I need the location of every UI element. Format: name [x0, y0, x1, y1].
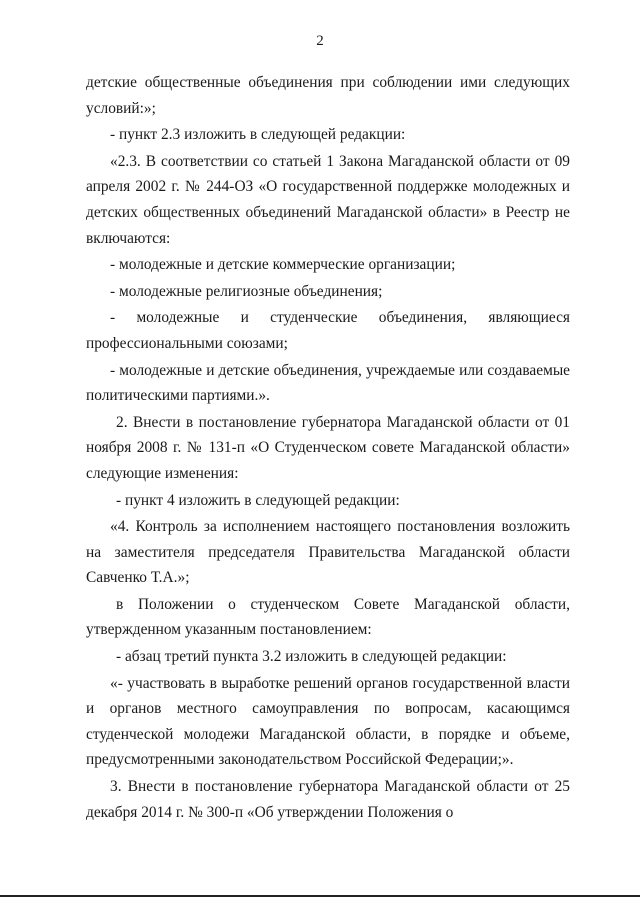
page-number: 2: [316, 33, 324, 49]
document-body: [86, 70, 570, 825]
paragraph-11: в Положении о студенческом Совете Магаданской области, утвержденном указанным постановлением:: [86, 595, 570, 639]
paragraph-5: - молодежные религиозные объединения;: [110, 282, 383, 300]
paragraph-6: - молодежные и студенческие объединения, являющиеся профессиональными союзами;: [86, 309, 570, 352]
paragraph-9: - пункт 4 изложить в следующей редакции:: [116, 491, 400, 509]
paragraph-4: - молодежные и детские коммерческие организации;: [110, 256, 456, 274]
paragraph-10: «4. Контроль за исполнением настоящего постановления возложить на заместителя председателя Правительства Магаданской области Савченко Т.А.»;: [86, 518, 570, 587]
paragraph-14: 3. Внести в постановление губернатора Магаданской области от 25 декабря 2014 г. № 300-п «Об утверждении Положения о: [86, 778, 570, 821]
paragraph-13: «- участвовать в выработке решений органов государственной власти и органов местного самоуправления по вопросам, касающимся студенческой молодежи Магаданской области, в порядке и объеме, предусмотренными законодательством Российской Федерации;».: [86, 674, 570, 769]
paragraph-3: «2.3. В соответствии со статьей 1 Закона Магаданской области от 09 апреля 2002 г. № 244-ОЗ «О государственной поддержке молодежных и детских общественных объединений Магаданской области» в Реестр не включаются:: [86, 152, 570, 247]
paragraph-1: детские общественные объединения при соблюдении ими следующих условий:»;: [86, 74, 570, 117]
bottom-scan-border: [0, 895, 640, 897]
paragraph-8: 2. Внести в постановление губернатора Магаданской области от 01 ноября 2008 г. № 131-п «О Студенческом совете Магаданской области» следующие изменения:: [86, 413, 570, 482]
paragraph-7: - молодежные и детские объединения, учреждаемые или создаваемые политическими партиями.».: [86, 361, 570, 405]
paragraph-2: - пункт 2.3 изложить в следующей редакции:: [110, 126, 406, 144]
paragraph-12: - абзац третий пункта 3.2 изложить в следующей редакции:: [116, 648, 507, 666]
